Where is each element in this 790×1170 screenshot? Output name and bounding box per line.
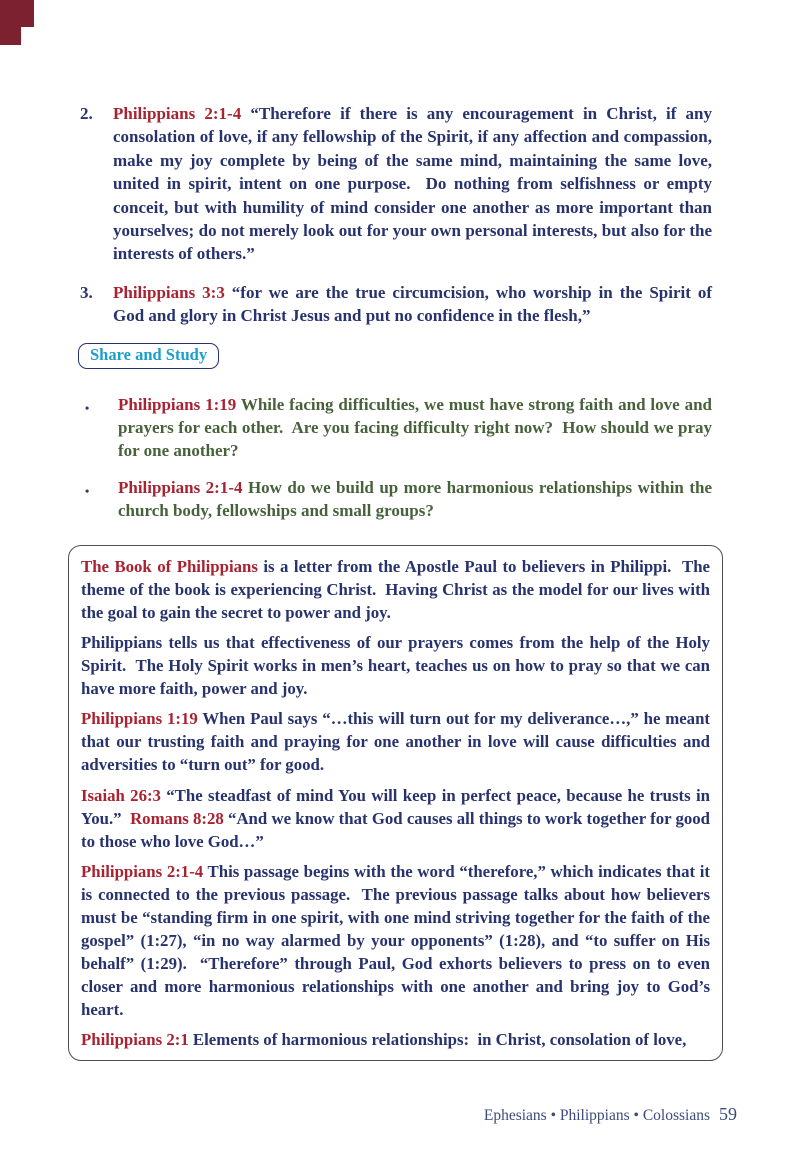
- scripture-text: [113, 102, 712, 266]
- text-segment-blue: is a letter from the Apostle Paul to believers in Philippi. The theme of the book is experiencing Christ. Having Christ as the model for our lives with the goal to gain the secret to power and joy.: [81, 556, 710, 622]
- text-segment-blue: “Therefore if there is any encouragement in Christ, if any consolation of love, if any fellowship of the Spirit, if any affection and compassion, make my joy complete by being of the same mind, maintaining the same love, united in spirit, intent on one purpose. Do nothing from selfishness or empty conceit, but with humility of mind consider one another as more important than yourselves; do not merely look out for your own personal interests, but also for the interests of others.”: [113, 104, 712, 264]
- numbered-scripture-item: [80, 281, 712, 328]
- page-content: [80, 102, 712, 1061]
- text-segment-green: How do we build up more harmonious relationships within the church body, fellowships and small groups?: [118, 477, 712, 521]
- share-and-study-badge: Share and Study: [78, 343, 219, 369]
- commentary-box: [68, 545, 723, 1061]
- bullet-icon: •: [85, 483, 90, 498]
- discussion-bullet-item: [80, 476, 712, 523]
- page-number: 59: [719, 1104, 737, 1124]
- list-number: 2.: [80, 104, 93, 123]
- scripture-text: [113, 281, 712, 328]
- text-segment-ref: Philippians 3:3: [113, 282, 232, 302]
- text-segment-ref: The Book of Philippians: [81, 556, 264, 576]
- text-segment-blue: “The steadfast of mind You will keep in perfect peace, because he trusts in You.”: [81, 785, 710, 828]
- page-corner-decoration: [0, 0, 34, 45]
- text-segment-ref: Philippians 2:1-4: [81, 861, 208, 881]
- commentary-paragraph: [81, 1028, 710, 1051]
- text-segment-blue: When Paul says “…this will turn out for my deliverance…,” he meant that our trusting faith and praying for one another in love will cause difficulties and adversities to “turn out” for good.: [81, 709, 710, 775]
- text-segment-blue: “And we know that God causes all things to work together for good to those who love God…”: [81, 808, 710, 851]
- commentary-paragraph: [81, 707, 710, 776]
- text-segment-ref: Philippians 1:19: [81, 709, 203, 729]
- footer-book-titles: Ephesians • Philippians • Colossians: [483, 1107, 710, 1124]
- commentary-paragraph: [81, 860, 710, 1022]
- text-segment-blue: Elements of harmonious relationships: in Christ, consolation of love,: [192, 1030, 687, 1050]
- numbered-scripture-item: [80, 102, 712, 266]
- text-segment-ref: Philippians 1:19: [118, 394, 241, 414]
- text-segment-ref: Philippians 2:1-4: [113, 104, 251, 123]
- text-segment-ref: Philippians 2:1-4: [118, 477, 248, 497]
- commentary-paragraph: [81, 555, 710, 624]
- page-footer: [484, 1104, 737, 1125]
- commentary-paragraph: [81, 631, 710, 700]
- discussion-question: [118, 393, 712, 463]
- commentary-paragraph: [81, 784, 710, 853]
- text-segment-green: While facing difficulties, we must have strong faith and love and prayers for each other. Are you facing difficulty right now? How should we pray for one another?: [118, 394, 712, 461]
- text-segment-ref: Romans 8:28: [130, 808, 229, 828]
- list-number: 3.: [80, 282, 93, 302]
- discussion-bullet-item: [80, 393, 712, 463]
- discussion-question: [118, 476, 712, 523]
- text-segment-blue: This passage begins with the word “therefore,” which indicates that it is connected to the previous passage. The previous passage talks about how believers must be “standing firm in one spirit, with one mind striving together for the faith of the gospel” (1:27), “in no way alarmed by your opponents” (1:28), and “to suffer on His behalf” (1:29). “Therefore” through Paul, God exhorts believers to press on to even closer and more harmonious relationships with one another and bring joy to God’s heart.: [81, 861, 711, 1020]
- text-segment-blue: “for we are the true circumcision, who worship in the Spirit of God and glory in Christ Jesus and put no confidence in the flesh,”: [113, 282, 712, 326]
- section-badge-row: [78, 343, 712, 369]
- bullet-icon: •: [85, 400, 90, 415]
- text-segment-ref: Isaiah 26:3: [81, 785, 167, 805]
- text-segment-ref: Philippians 2:1: [81, 1030, 193, 1050]
- text-segment-blue: Philippians tells us that effectiveness of our prayers comes from the help of the Holy Spirit. The Holy Spirit works in men’s heart, teaches us on how to pray so that we can have more faith, power and joy.: [81, 632, 710, 699]
